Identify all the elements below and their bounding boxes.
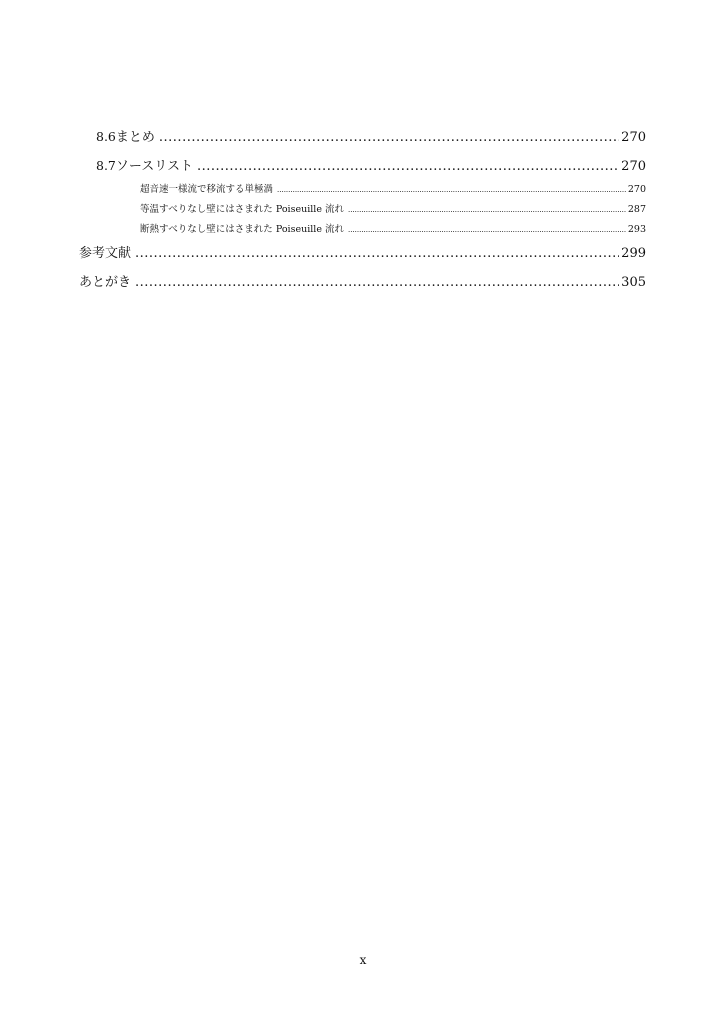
toc-entry-number: 8.6 <box>96 129 116 144</box>
dot-leader <box>348 206 626 214</box>
toc-entry-page: 299 <box>621 246 646 261</box>
toc-entry-page: 287 <box>627 204 646 215</box>
toc-entry-title: ソースリスト <box>115 159 193 174</box>
toc-entry-title: 等温すべりなし壁にはさまれた Poiseuille 流れ <box>140 204 344 215</box>
toc-entry-title: 断熱すべりなし壁にはさまれた Poiseuille 流れ <box>140 224 344 235</box>
toc-entry-page: 270 <box>621 159 646 174</box>
toc-entry-title: あとがき <box>79 275 132 290</box>
toc-entry-page: 270 <box>621 130 646 145</box>
toc-entry-title: 超音速一様流で移流する単極渦 <box>140 184 274 195</box>
toc-entry-number: 8.7 <box>96 158 116 173</box>
toc-entry-references[interactable] <box>79 242 646 260</box>
toc-entry-section-8-6[interactable] <box>96 126 646 144</box>
toc-entry-page: 293 <box>627 224 646 235</box>
toc-entry-page: 270 <box>627 184 646 195</box>
dot-leader <box>277 186 626 194</box>
dot-leader <box>135 275 619 290</box>
toc-entry-afterword[interactable] <box>79 271 646 289</box>
dot-leader <box>197 159 619 174</box>
toc-entry-sub-1[interactable] <box>140 181 646 194</box>
dot-leader <box>159 130 619 145</box>
toc-entry-title: 参考文献 <box>79 246 132 261</box>
toc-entry-sub-2[interactable] <box>140 201 646 214</box>
dot-leader <box>135 246 619 261</box>
toc-entry-section-8-7[interactable] <box>96 155 646 173</box>
toc-entry-title: まとめ <box>115 130 155 145</box>
dot-leader <box>348 226 626 234</box>
page-number: x <box>359 953 367 967</box>
toc-entry-page: 305 <box>621 275 646 290</box>
toc-entry-sub-3[interactable] <box>140 221 646 234</box>
